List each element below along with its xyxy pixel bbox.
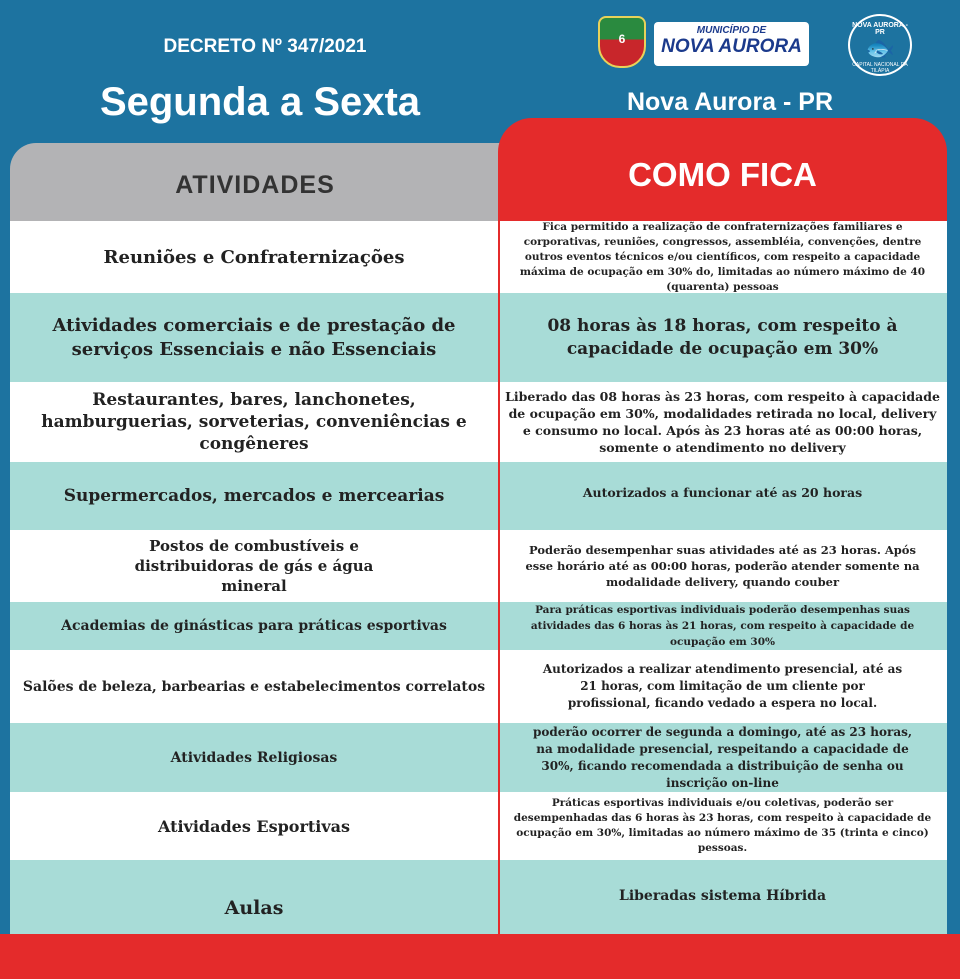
rule-cell: Autorizados a funcionar até as 20 horas [582, 484, 863, 500]
column-divider [498, 530, 500, 602]
rule-cell: poderão ocorrer de segunda a domingo, até as 23 horas, na modalidade presencial, respeitando a capacidade de 30%, ficando recomendada a distribuição de senha ou inscrição on-line [532, 724, 913, 790]
column-header-atividades-label: ATIVIDADES [175, 171, 335, 199]
logo-municipio-name: NOVA AURORA [661, 36, 802, 57]
fish-logo-title: NOVA AURORA - PR [852, 22, 908, 36]
column-divider [498, 602, 500, 650]
column-divider [498, 221, 500, 293]
rule-cell: Para práticas esportivas individuais poderão desempenhas suas atividades das 6 horas às 21 horas, com respeito à capacidade de ocupação em 30% [530, 604, 915, 648]
column-header-atividades [10, 143, 500, 221]
rule-cell: 08 horas às 18 horas, com respeito à capacidade de ocupação em 30% [547, 315, 898, 359]
city-name: Nova Aurora - PR [626, 88, 834, 116]
decree-number: DECRETO Nº 347/2021 [163, 36, 367, 57]
activity-cell: Salões de beleza, barbearias e estabelecimentos correlatos [22, 678, 486, 695]
table-row [10, 293, 947, 382]
tilapia-capital-logo [848, 14, 912, 76]
column-header-como-fica [498, 118, 947, 221]
rule-cell: Fica permitido a realização de confraternizações familiares e corporativas, reuniões, congressos, assembléia, convenções, dentre outros eventos técnicos e/ou científicos, com respeito a capacidade máxima de ocupação em 30% do, limitadas ao número máximo de 40 (quarenta) pessoas [519, 220, 926, 293]
rules-table [10, 221, 947, 935]
activity-cell: Academias de ginásticas para práticas esportivas [61, 618, 447, 634]
table-row [10, 602, 947, 650]
column-divider [498, 650, 500, 723]
table-row [10, 792, 947, 860]
rule-cell: Poderão desempenhar suas atividades até as 23 horas. Após esse horário até as 00:00 horas, poderão atender somente na modalidade delivery, quando couber [525, 543, 920, 589]
municipio-logo [654, 22, 809, 66]
table-row [10, 860, 947, 935]
fish-icon: 🐟 [865, 35, 895, 62]
activity-cell: Postos de combustíveis e distribuidoras de gás e água mineral [134, 537, 374, 595]
column-divider [498, 860, 500, 935]
header-left [0, 0, 500, 145]
column-header-como-fica-label: COMO FICA [628, 156, 817, 193]
column-divider [498, 792, 500, 860]
logos [598, 14, 918, 74]
days-title: Segunda a Sexta [99, 80, 421, 124]
table-row [10, 723, 947, 792]
activity-cell: Atividades comerciais e de prestação de serviços Essenciais e não Essenciais [52, 314, 456, 360]
rule-cell: Autorizados a realizar atendimento presencial, até as 21 horas, com limitação de um cliente por profissional, ficando vedado a espera no local. [542, 662, 903, 710]
column-divider [498, 462, 500, 530]
table-row [10, 462, 947, 530]
activity-cell: Supermercados, mercados e mercearias [63, 486, 445, 506]
activity-cell: Atividades Religiosas [170, 749, 338, 766]
rule-cell: Práticas esportivas individuais e/ou coletivas, poderão ser desempenhadas das 6 horas às 23 horas, com respeito à capacidade de ocupação em 30%, limitadas ao número máximo de 35 (trinta e cinco) pessoas. [513, 797, 932, 854]
column-divider [498, 382, 500, 462]
fish-logo-subtitle: CAPITAL NACIONAL DA TILÁPIA [852, 62, 908, 74]
column-divider [498, 723, 500, 792]
activity-cell: Restaurantes, bares, lanchonetes, hamburguerias, sorveterias, conveniências e congêneres [41, 390, 467, 454]
table-row [10, 382, 947, 462]
column-divider [498, 293, 500, 382]
crest-number: 6 [618, 32, 626, 46]
logo-municipio-top: MUNICÍPIO DE [696, 25, 767, 36]
activity-cell: Aulas [224, 896, 284, 919]
activity-cell: Reuniões e Confraternizações [103, 246, 405, 268]
table-row [10, 530, 947, 602]
rule-cell: Liberado das 08 horas às 23 horas, com respeito à capacidade de ocupação em 30%, modalidades retirada no local, delivery e consumo no local. Após às 23 horas até as 00:00 horas, somente o atendimento no delivery [505, 389, 940, 455]
table-row [10, 650, 947, 723]
rule-cell: Liberadas sistema Híbrida [618, 887, 827, 904]
bottom-bar [0, 934, 960, 979]
left-edge [0, 143, 10, 934]
municipal-crest-logo [598, 16, 646, 68]
table-row [10, 221, 947, 293]
activity-cell: Atividades Esportivas [157, 816, 351, 836]
